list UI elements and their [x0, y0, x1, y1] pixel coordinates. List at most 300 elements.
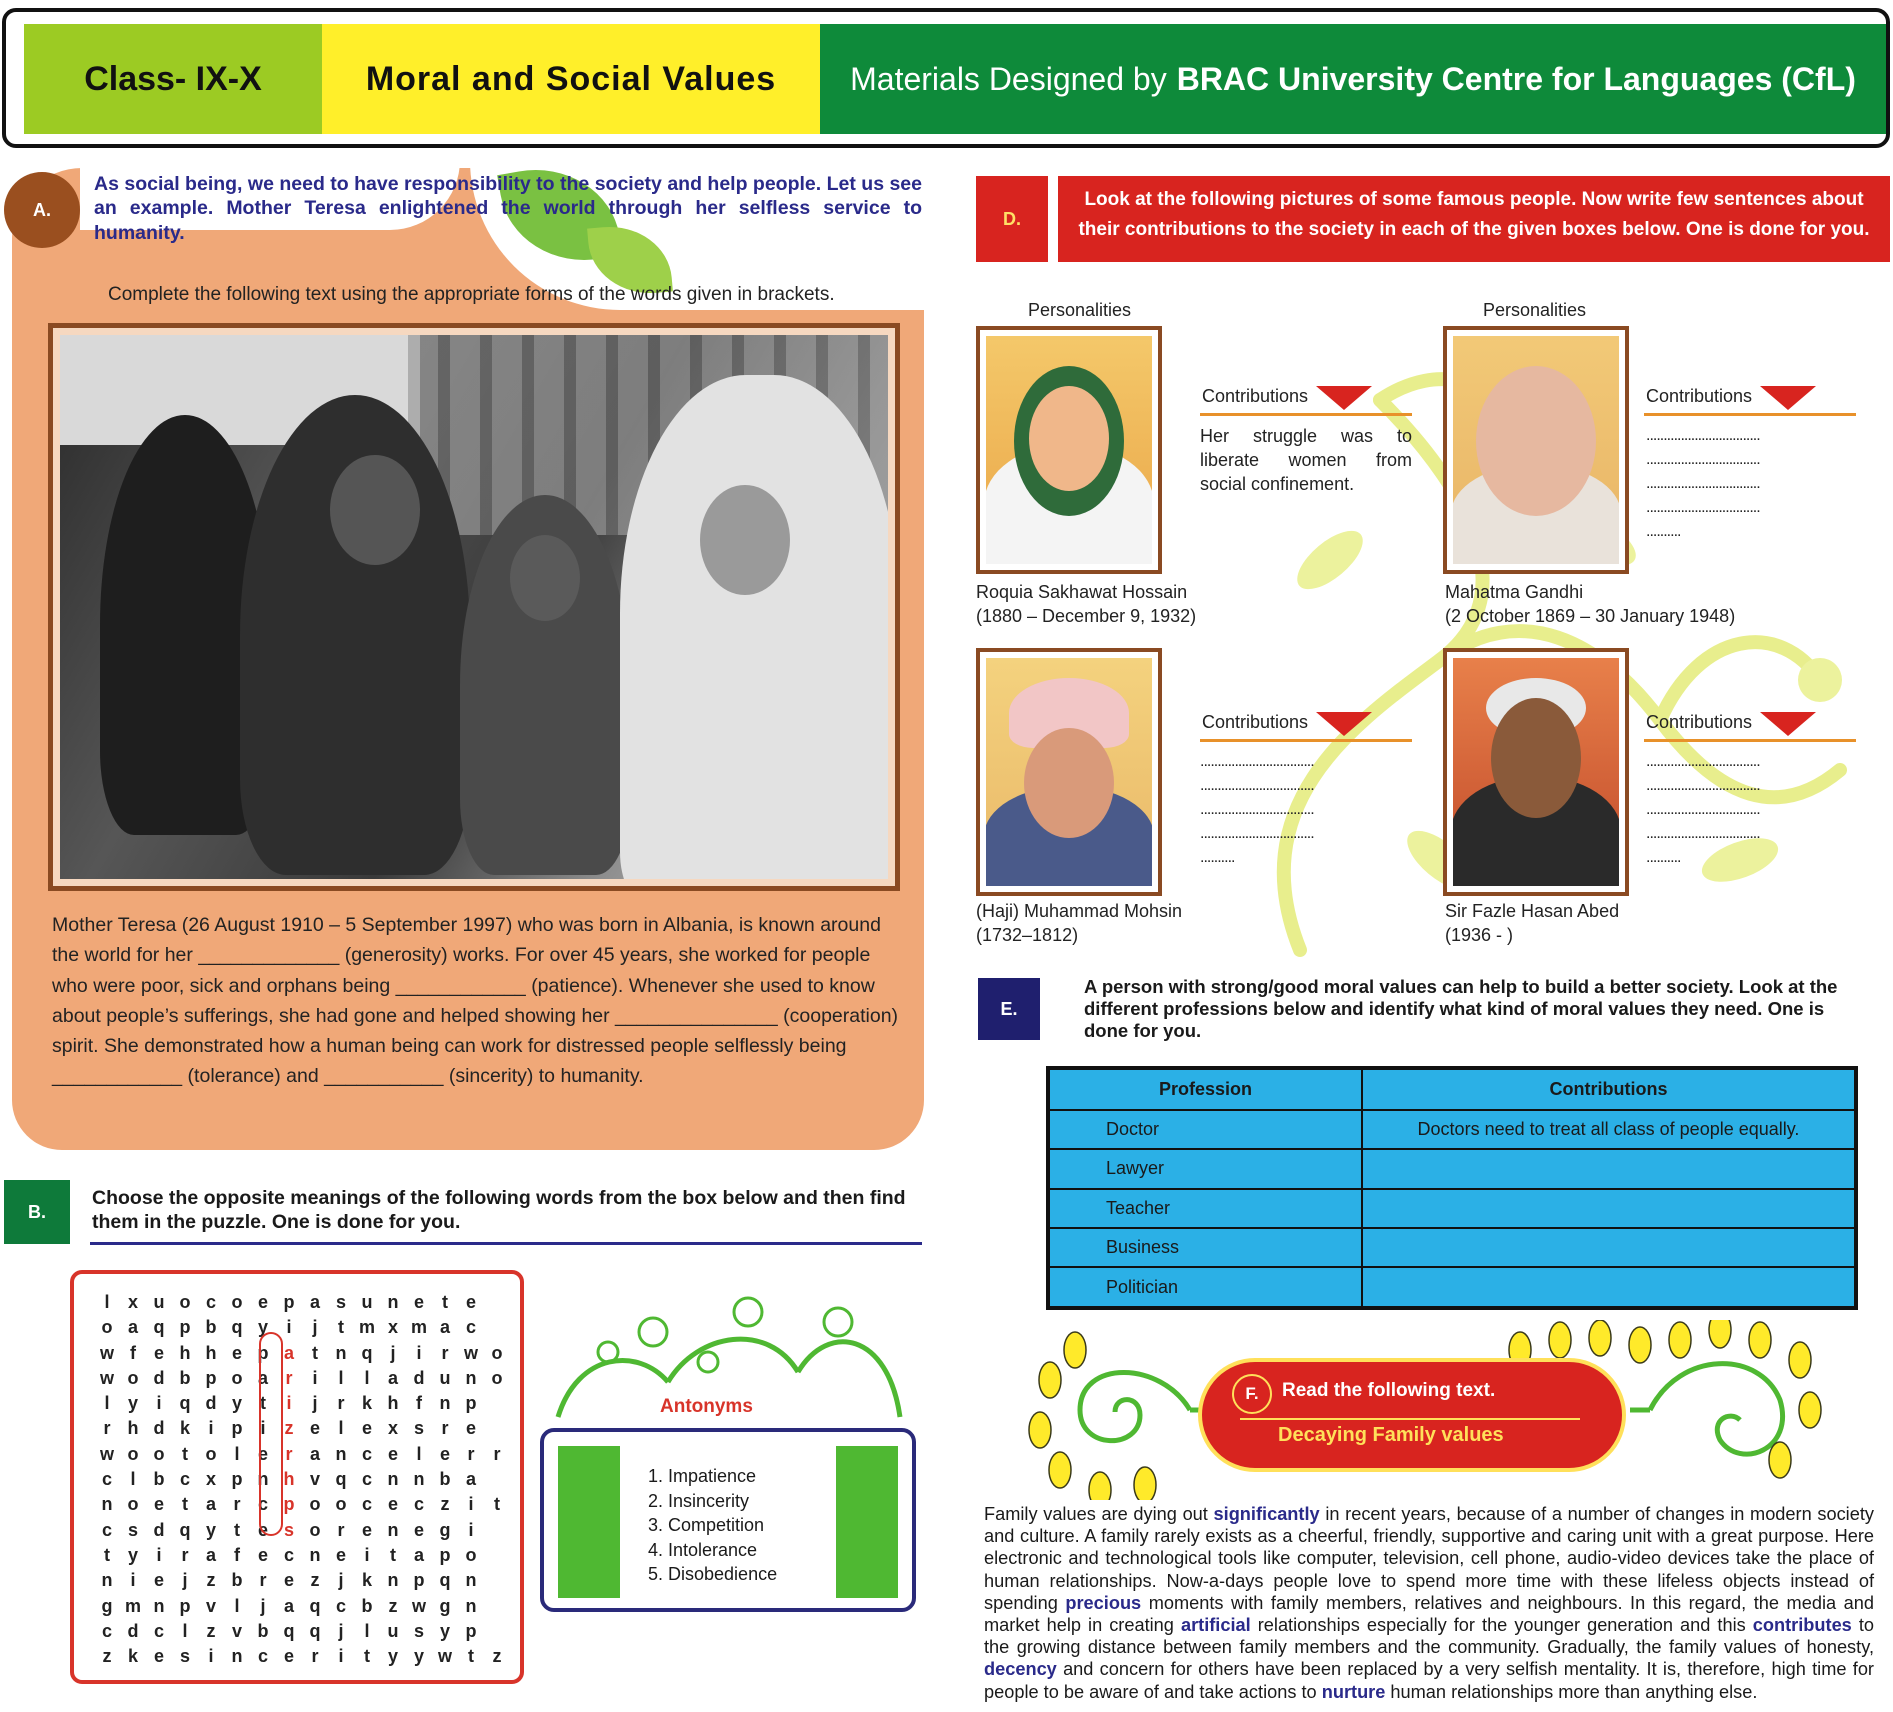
puzzle-letter[interactable]: x	[205, 1469, 216, 1490]
puzzle-letter[interactable]: o	[127, 1443, 139, 1464]
puzzle-letter[interactable]: c	[153, 1620, 164, 1641]
puzzle-letter[interactable]: l	[104, 1292, 110, 1312]
puzzle-letter[interactable]: e	[283, 1646, 294, 1667]
puzzle-letter[interactable]: e	[153, 1646, 164, 1667]
puzzle-letter[interactable]: q	[179, 1519, 191, 1540]
puzzle-letter[interactable]: k	[361, 1570, 372, 1591]
puzzle-letter[interactable]: s	[179, 1646, 190, 1667]
person-name-abed	[1445, 899, 1619, 947]
puzzle-letter[interactable]: a	[387, 1367, 398, 1388]
puzzle-letter[interactable]: d	[205, 1393, 217, 1414]
puzzle-letter[interactable]: j	[390, 1342, 396, 1363]
answer-blank-lines[interactable]: ................................. ................................. ................................. ................................. ..........	[1200, 753, 1314, 866]
puzzle-letter[interactable]: p	[179, 1595, 191, 1616]
puzzle-letter[interactable]: n	[465, 1595, 477, 1616]
puzzle-letter[interactable]: s	[413, 1620, 424, 1641]
puzzle-letter[interactable]: z	[284, 1418, 294, 1439]
contributions-header	[1644, 380, 1856, 416]
puzzle-letter[interactable]: n	[335, 1342, 347, 1363]
person-name: Mahatma Gandhi	[1445, 582, 1584, 602]
puzzle-letter[interactable]: w	[99, 1443, 114, 1464]
puzzle-letter[interactable]: r	[285, 1367, 293, 1388]
puzzle-letter[interactable]: y	[439, 1620, 450, 1641]
puzzle-letter[interactable]: m	[410, 1317, 427, 1338]
puzzle-letter[interactable]: v	[231, 1620, 242, 1641]
puzzle-letter[interactable]	[484, 1292, 510, 1317]
puzzle-letter[interactable]: p	[179, 1317, 191, 1338]
portrait-mohsin	[976, 648, 1162, 896]
puzzle-letter[interactable]: l	[234, 1443, 240, 1464]
puzzle-letter[interactable]: o	[231, 1367, 243, 1388]
section-a-passage: Mother Teresa (26 August 1910 – 5 September 1997) who was born in Albania, is known around the world for her _____________ (generosity) works. For over 45 years, she worked for people who were poor, sick and orphans being ____________ (patience). Whenever she used to know about people’s sufferings, she had gone and helped showing her _______________ (cooperation) spirit. She demonstrated how a human being can work for distressed people selflessly being ____________ (tolerance) and ___________ (sincerity) to humanity.	[52, 914, 899, 1088]
puzzle-letter[interactable]: e	[153, 1342, 164, 1363]
puzzle-letter[interactable]: a	[309, 1292, 320, 1312]
puzzle-letter[interactable]: q	[335, 1469, 347, 1490]
mother-teresa-photo	[60, 335, 888, 879]
puzzle-letter[interactable]: l	[182, 1620, 188, 1641]
puzzle-letter[interactable]: r	[467, 1443, 475, 1464]
table-row	[1048, 1267, 1856, 1308]
puzzle-letter[interactable]: a	[257, 1367, 268, 1388]
antonym-item: 5. Disobedience	[648, 1564, 778, 1584]
puzzle-letter[interactable]: y	[257, 1317, 268, 1338]
contributions-header	[1644, 706, 1856, 742]
puzzle-letter[interactable]: b	[257, 1620, 269, 1641]
puzzle-letter[interactable]: e	[361, 1418, 372, 1439]
puzzle-letter[interactable]: h	[205, 1342, 217, 1363]
puzzle-letter[interactable]: c	[465, 1317, 476, 1338]
puzzle-letter[interactable]: v	[205, 1595, 216, 1616]
puzzle-letter[interactable]	[484, 1545, 510, 1570]
puzzle-letter[interactable]: r	[181, 1544, 189, 1565]
puzzle-letter[interactable]: q	[439, 1570, 451, 1591]
puzzle-letter[interactable]: c	[257, 1646, 268, 1667]
answer-blank-lines[interactable]: ................................. ................................. ................................. ................................. ..........	[1646, 753, 1760, 866]
puzzle-letter[interactable]: t	[442, 1292, 448, 1312]
puzzle-letter[interactable]: q	[231, 1317, 243, 1338]
puzzle-letter[interactable]: e	[465, 1292, 476, 1312]
puzzle-letter[interactable]: l	[234, 1595, 240, 1616]
puzzle-letter[interactable]: e	[387, 1443, 398, 1464]
portrait-roquia	[976, 326, 1162, 574]
puzzle-letter[interactable]: g	[439, 1519, 451, 1540]
puzzle-letter[interactable]: i	[156, 1393, 162, 1414]
puzzle-letter[interactable]: t	[468, 1646, 474, 1667]
person-dates: (2 October 1869 – 30 January 1948)	[1445, 606, 1736, 626]
puzzle-letter[interactable]: e	[413, 1292, 424, 1312]
person-name: Roquia Sakhawat Hossain	[976, 582, 1188, 602]
puzzle-letter[interactable]: l	[338, 1418, 344, 1439]
puzzle-letter[interactable]: q	[309, 1595, 321, 1616]
puzzle-letter[interactable]: i	[208, 1418, 214, 1439]
puzzle-letter[interactable]: a	[205, 1494, 216, 1515]
puzzle-letter[interactable]: p	[283, 1292, 295, 1312]
puzzle-letter[interactable]: i	[286, 1317, 292, 1338]
antonym-item: 1. Impatience	[648, 1466, 757, 1486]
puzzle-letter[interactable]	[484, 1418, 510, 1443]
puzzle-letter[interactable]: l	[364, 1620, 370, 1641]
puzzle-letter[interactable]	[484, 1596, 510, 1621]
mother-teresa-photo-frame	[48, 323, 900, 891]
section-b-badge: B.	[4, 1180, 70, 1244]
puzzle-letter[interactable]: a	[465, 1469, 476, 1490]
puzzle-letter[interactable]: o	[309, 1519, 321, 1540]
puzzle-letter[interactable]: x	[387, 1317, 398, 1338]
puzzle-letter[interactable]: c	[101, 1620, 112, 1641]
puzzle-letter[interactable]: e	[283, 1570, 294, 1591]
puzzle-letter[interactable]: l	[130, 1469, 136, 1490]
puzzle-letter[interactable]: w	[437, 1646, 452, 1667]
puzzle-letter[interactable]: g	[101, 1595, 113, 1616]
puzzle-letter[interactable]: e	[465, 1418, 476, 1439]
puzzle-letter[interactable]: y	[127, 1393, 138, 1414]
contribution-cell: Doctors need to treat all class of people equally.	[1362, 1110, 1856, 1149]
puzzle-letter[interactable]: b	[231, 1570, 243, 1591]
personalities-label: Personalities	[1028, 300, 1132, 320]
puzzle-letter[interactable]: i	[338, 1646, 344, 1667]
puzzle-letter[interactable]	[484, 1621, 510, 1646]
puzzle-letter[interactable]: c	[361, 1443, 372, 1464]
puzzle-letter[interactable]: d	[153, 1367, 165, 1388]
profession-cell: Lawyer	[1048, 1149, 1362, 1188]
puzzle-letter[interactable]: a	[439, 1317, 450, 1338]
puzzle-letter[interactable]: h	[179, 1342, 191, 1363]
passage-keyword: artificial	[1180, 1615, 1251, 1636]
puzzle-letter[interactable]: c	[205, 1292, 216, 1312]
puzzle-letter[interactable]: h	[387, 1393, 399, 1414]
puzzle-letter[interactable]: e	[335, 1544, 346, 1565]
answer-blank-lines[interactable]: ................................. ................................. ................................. ................................. ..........	[1646, 427, 1760, 540]
passage-keyword: significantly	[1213, 1504, 1320, 1524]
puzzle-letter[interactable]: l	[338, 1367, 344, 1388]
puzzle-letter[interactable]: z	[388, 1595, 398, 1616]
puzzle-letter[interactable]: p	[413, 1570, 425, 1591]
puzzle-letter[interactable]: b	[361, 1595, 373, 1616]
puzzle-letter[interactable]: a	[283, 1595, 294, 1616]
puzzle-letter[interactable]: d	[413, 1367, 425, 1388]
puzzle-letter[interactable]: n	[231, 1646, 243, 1667]
puzzle-letter[interactable]: u	[361, 1292, 373, 1312]
puzzle-letter[interactable]: c	[101, 1519, 112, 1540]
puzzle-letter[interactable]: y	[127, 1544, 138, 1565]
puzzle-letter[interactable]: i	[208, 1646, 214, 1667]
puzzle-letter[interactable]: n	[153, 1595, 165, 1616]
contributions-header	[1200, 706, 1412, 742]
puzzle-letter[interactable]: r	[441, 1342, 449, 1363]
puzzle-letter[interactable]: o	[127, 1367, 139, 1388]
person-name-gandhi	[1445, 580, 1735, 628]
puzzle-letter[interactable]: x	[387, 1418, 398, 1439]
puzzle-letter[interactable]: p	[439, 1544, 451, 1565]
puzzle-letter[interactable]: z	[310, 1570, 320, 1591]
arrow-down-icon	[1760, 712, 1816, 736]
puzzle-letter[interactable]: c	[361, 1469, 372, 1490]
puzzle-letter[interactable]: u	[439, 1367, 451, 1388]
puzzle-letter[interactable]: e	[153, 1494, 164, 1515]
contribution-cell[interactable]	[1362, 1149, 1856, 1188]
puzzle-letter[interactable]: h	[283, 1469, 295, 1490]
puzzle-letter[interactable]: i	[130, 1570, 136, 1591]
puzzle-letter[interactable]: r	[233, 1494, 241, 1515]
puzzle-letter[interactable]: d	[153, 1418, 165, 1439]
puzzle-letter[interactable]: i	[286, 1393, 292, 1414]
puzzle-letter[interactable]: c	[257, 1494, 268, 1515]
puzzle-letter[interactable]: n	[387, 1469, 399, 1490]
puzzle-letter[interactable]: j	[182, 1570, 188, 1591]
section-f-badge: F.	[1232, 1374, 1272, 1414]
puzzle-letter[interactable]: c	[413, 1494, 424, 1515]
puzzle-letter[interactable]: z	[102, 1646, 112, 1667]
puzzle-letter[interactable]: t	[338, 1317, 344, 1338]
puzzle-letter[interactable]: p	[257, 1342, 269, 1363]
person-dates: (1732–1812)	[976, 925, 1079, 945]
puzzle-letter[interactable]: t	[312, 1342, 318, 1363]
section-f-divider	[1240, 1418, 1580, 1420]
puzzle-letter[interactable]: b	[179, 1367, 191, 1388]
contributions-label: Contributions	[1202, 386, 1309, 406]
puzzle-letter[interactable]: v	[309, 1469, 320, 1490]
section-a-intro: As social being, we need to have responsibility to the society and help people. Let us see an example. Mother Teresa enlightened the world through her selfless service to humanity.	[94, 173, 922, 244]
puzzle-letter[interactable]: o	[335, 1494, 347, 1515]
puzzle-letter[interactable]: a	[309, 1443, 320, 1464]
puzzle-letter[interactable]: i	[364, 1544, 370, 1565]
puzzle-letter[interactable]: e	[257, 1544, 268, 1565]
puzzle-letter[interactable]: k	[127, 1646, 138, 1667]
portrait-abed	[1443, 648, 1629, 896]
puzzle-letter[interactable]	[484, 1570, 510, 1595]
puzzle-letter[interactable]: l	[364, 1367, 370, 1388]
puzzle-letter[interactable]: c	[283, 1544, 294, 1565]
puzzle-letter[interactable]: r	[311, 1646, 319, 1667]
credit-org: BRAC University Centre for Languages (CfL)	[1176, 60, 1856, 97]
puzzle-letter[interactable]: p	[231, 1469, 243, 1490]
puzzle-letter[interactable]: p	[205, 1367, 217, 1388]
person-dates: (1880 – December 9, 1932)	[976, 606, 1197, 626]
puzzle-letter[interactable]: n	[413, 1469, 425, 1490]
puzzle-letter[interactable]: c	[361, 1494, 372, 1515]
puzzle-letter[interactable]: i	[312, 1367, 318, 1388]
puzzle-letter[interactable]: n	[387, 1519, 399, 1540]
puzzle-letter[interactable]: n	[101, 1494, 113, 1515]
puzzle-letter[interactable]: t	[364, 1646, 370, 1667]
puzzle-letter[interactable]: p	[465, 1393, 477, 1414]
puzzle-letter[interactable]: n	[387, 1570, 399, 1591]
puzzle-letter[interactable]: j	[338, 1570, 344, 1591]
puzzle-letter[interactable]	[484, 1393, 510, 1418]
puzzle-letter[interactable]: o	[465, 1544, 477, 1565]
puzzle-letter[interactable]: q	[361, 1342, 373, 1363]
puzzle-letter[interactable]: l	[104, 1393, 110, 1414]
puzzle-letter[interactable]: f	[416, 1393, 422, 1414]
puzzle-letter[interactable]: c	[101, 1469, 112, 1490]
puzzle-letter[interactable]: t	[182, 1443, 188, 1464]
puzzle-letter[interactable]: a	[413, 1544, 424, 1565]
puzzle-letter[interactable]: w	[99, 1342, 114, 1363]
puzzle-letter[interactable]: q	[283, 1620, 295, 1641]
puzzle-letter[interactable]: i	[468, 1494, 474, 1515]
puzzle-letter[interactable]: o	[491, 1342, 503, 1363]
puzzle-letter[interactable]: a	[127, 1317, 138, 1338]
puzzle-letter[interactable]: w	[99, 1367, 114, 1388]
profession-cell: Teacher	[1048, 1189, 1362, 1228]
arrow-down-icon	[1760, 386, 1816, 410]
puzzle-letter[interactable]: r	[493, 1443, 501, 1464]
section-f-title: Decaying Family values	[1278, 1424, 1504, 1446]
puzzle-letter[interactable]: o	[205, 1443, 217, 1464]
puzzle-letter[interactable]: o	[231, 1292, 243, 1312]
puzzle-letter[interactable]: q	[153, 1317, 165, 1338]
puzzle-letter[interactable]: a	[205, 1544, 216, 1565]
puzzle-letter[interactable]: c	[179, 1469, 190, 1490]
table-row	[1048, 1189, 1856, 1228]
puzzle-letter[interactable]: t	[260, 1393, 266, 1414]
contribution-text-roquia: Her struggle was to liberate women from social confinement.	[1200, 426, 1412, 494]
puzzle-letter[interactable]: p	[231, 1418, 243, 1439]
puzzle-letter[interactable]: l	[416, 1443, 422, 1464]
passage-text: to the growing distance between family members and the community. Gradually, the family values of honesty,	[984, 1615, 1874, 1658]
antonyms-list	[648, 1464, 777, 1587]
puzzle-letter[interactable]: z	[440, 1494, 450, 1515]
passage-text: relationships especially for the younger generation and this	[1250, 1615, 1753, 1636]
puzzle-letter[interactable]: k	[179, 1418, 190, 1439]
puzzle-letter[interactable]: b	[205, 1317, 217, 1338]
puzzle-letter[interactable]: o	[309, 1494, 321, 1515]
puzzle-letter[interactable]: d	[153, 1519, 165, 1540]
puzzle-letter[interactable]: i	[468, 1519, 474, 1540]
puzzle-letter[interactable]: z	[492, 1646, 502, 1667]
puzzle-letter[interactable]: e	[439, 1443, 450, 1464]
puzzle-letter[interactable]: j	[338, 1620, 344, 1641]
puzzle-letter[interactable]: r	[337, 1393, 345, 1414]
puzzle-letter[interactable]: n	[387, 1292, 399, 1312]
puzzle-letter[interactable]: n	[465, 1367, 477, 1388]
puzzle-letter[interactable]: o	[153, 1443, 165, 1464]
puzzle-letter[interactable]: m	[358, 1317, 375, 1338]
puzzle-letter[interactable]: r	[285, 1443, 293, 1464]
puzzle-letter[interactable]: u	[387, 1620, 399, 1641]
puzzle-letter[interactable]: e	[413, 1519, 424, 1540]
puzzle-letter[interactable]	[484, 1520, 510, 1545]
puzzle-letter[interactable]: y	[231, 1393, 242, 1414]
puzzle-letter[interactable]: i	[156, 1544, 162, 1565]
puzzle-letter[interactable]: r	[103, 1418, 111, 1439]
puzzle-letter[interactable]: t	[182, 1494, 188, 1515]
section-b-divider	[90, 1242, 922, 1245]
puzzle-letter[interactable]: j	[260, 1595, 266, 1616]
puzzle-letter[interactable]: e	[387, 1494, 398, 1515]
puzzle-letter[interactable]: k	[361, 1393, 372, 1414]
subject-title: Moral and Social Values	[322, 24, 820, 134]
puzzle-letter[interactable]: f	[130, 1342, 136, 1363]
puzzle-letter[interactable]: w	[411, 1595, 426, 1616]
passage-text: in recent years, because of a number of changes in modern society and culture. A family rarely exists as a cheerful, friendly, supportive and caring unit with a great purpose. Here electronic and technological tools like computer, television, cell phone, audio-video devices take the place of human relationships. Now-a-days people love to spend more time with these lifeless objects instead of spending	[984, 1504, 1874, 1613]
portrait-gandhi	[1443, 326, 1629, 574]
puzzle-letter[interactable]: o	[491, 1367, 503, 1388]
puzzle-letter[interactable]: n	[257, 1469, 269, 1490]
person-name-mohsin	[976, 899, 1182, 947]
section-d-badge: D.	[976, 176, 1048, 262]
arrow-down-icon	[1316, 386, 1372, 410]
puzzle-letter[interactable]: h	[127, 1418, 139, 1439]
antonyms-bar-left	[558, 1446, 620, 1598]
puzzle-letter[interactable]: x	[127, 1292, 138, 1312]
puzzle-letter[interactable]	[484, 1469, 510, 1494]
puzzle-letter[interactable]: r	[337, 1519, 345, 1540]
puzzle-letter[interactable]: z	[206, 1620, 216, 1641]
puzzle-letter[interactable]: e	[153, 1570, 164, 1591]
puzzle-letter[interactable]: t	[494, 1494, 500, 1515]
puzzle-letter[interactable]: q	[309, 1620, 321, 1641]
puzzle-letter[interactable]: s	[127, 1519, 138, 1540]
profession-cell: Doctor	[1048, 1110, 1362, 1149]
person-name: (Haji) Muhammad Mohsin	[976, 901, 1183, 921]
puzzle-letter[interactable]: o	[179, 1292, 191, 1312]
contribution-cell[interactable]	[1362, 1267, 1856, 1308]
puzzle-letter[interactable]: c	[335, 1595, 346, 1616]
puzzle-letter[interactable]: q	[179, 1393, 191, 1414]
contributions-label: Contributions	[1646, 386, 1753, 406]
puzzle-letter[interactable]: e	[257, 1292, 268, 1312]
puzzle-letter[interactable]: j	[312, 1393, 318, 1414]
puzzle-letter[interactable]: t	[234, 1519, 240, 1540]
puzzle-letter[interactable]: g	[439, 1595, 451, 1616]
puzzle-letter[interactable]: y	[205, 1519, 216, 1540]
passage-keyword: nurture	[1321, 1681, 1386, 1702]
puzzle-letter[interactable]: r	[441, 1418, 449, 1439]
contribution-cell[interactable]	[1362, 1228, 1856, 1267]
puzzle-letter[interactable]: t	[104, 1544, 110, 1565]
puzzle-letter[interactable]: b	[153, 1469, 165, 1490]
puzzle-letter[interactable]: m	[124, 1595, 141, 1616]
puzzle-letter[interactable]: e	[309, 1418, 320, 1439]
puzzle-letter[interactable]: d	[127, 1620, 139, 1641]
puzzle-letter[interactable]: n	[309, 1544, 321, 1565]
puzzle-letter[interactable]: e	[231, 1342, 242, 1363]
puzzle-letter[interactable]: f	[234, 1544, 240, 1565]
puzzle-letter[interactable]: e	[257, 1519, 268, 1540]
puzzle-letter[interactable]: s	[335, 1292, 346, 1312]
puzzle-letter[interactable]: w	[463, 1342, 478, 1363]
puzzle-letter[interactable]: b	[439, 1469, 451, 1490]
puzzle-letter[interactable]: i	[260, 1418, 266, 1439]
puzzle-letter[interactable]: n	[465, 1570, 477, 1591]
puzzle-letter[interactable]: e	[361, 1519, 372, 1540]
puzzle-letter[interactable]: y	[387, 1646, 398, 1667]
puzzle-letter[interactable]: i	[416, 1342, 422, 1363]
puzzle-letter[interactable]: t	[390, 1544, 396, 1565]
contribution-cell[interactable]	[1362, 1189, 1856, 1228]
puzzle-letter[interactable]: p	[465, 1620, 477, 1641]
puzzle-letter[interactable]: n	[439, 1393, 451, 1414]
puzzle-letter[interactable]: s	[283, 1519, 294, 1540]
puzzle-letter[interactable]: o	[127, 1494, 139, 1515]
puzzle-letter[interactable]: j	[312, 1317, 318, 1338]
puzzle-letter[interactable]: e	[257, 1443, 268, 1464]
section-f-instruction: Read the following text.	[1282, 1380, 1496, 1401]
puzzle-letter[interactable]: z	[206, 1570, 216, 1591]
puzzle-letter[interactable]: y	[413, 1646, 424, 1667]
puzzle-letter[interactable]: n	[101, 1570, 113, 1591]
puzzle-letter[interactable]: n	[335, 1443, 347, 1464]
puzzle-letter[interactable]: a	[283, 1342, 294, 1363]
puzzle-letter[interactable]: o	[101, 1317, 113, 1338]
puzzle-letter[interactable]: u	[153, 1292, 165, 1312]
person-name-roquia	[976, 580, 1196, 628]
puzzle-letter[interactable]: r	[259, 1570, 267, 1591]
puzzle-letter[interactable]	[484, 1317, 510, 1342]
puzzle-letter[interactable]: s	[413, 1418, 424, 1439]
puzzle-letter[interactable]: p	[283, 1494, 295, 1515]
